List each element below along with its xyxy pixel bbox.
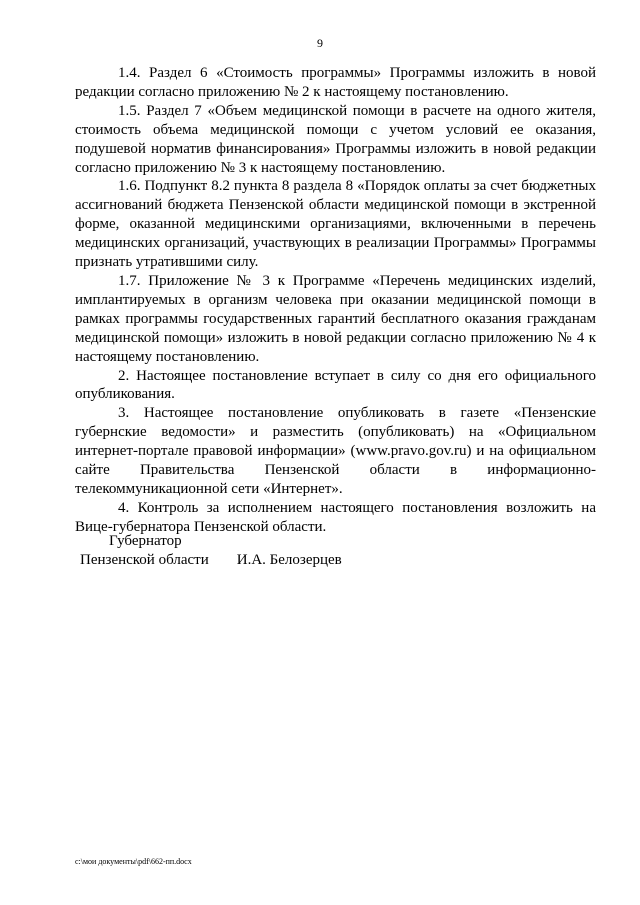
- signatory-title: Губернатор: [109, 533, 182, 549]
- document-body: [75, 64, 596, 537]
- paragraph-2: 2. Настоящее постановление вступает в силу со дня его официального опубликования.: [75, 367, 596, 403]
- footer-file-path: c:\мои документы\pdf\662-пп.docx: [75, 857, 192, 866]
- signatory-region: Пензенской области: [80, 552, 209, 568]
- paragraph-1-4: 1.4. Раздел 6 «Стоимость программы» Программы изложить в новой редакции согласно приложению № 2 к настоящему постановлению.: [75, 65, 596, 100]
- signatory-name: И.А. Белозерцев: [236, 552, 342, 568]
- signature-block: [75, 532, 342, 570]
- paragraph-3: 3. Настоящее постановление опубликовать в газете «Пензенские губернские ведомости» и разместить (опубликовать) на «Официальном интернет-портале правовой информации» (www.pravo.gov.ru) и на официальном сайте Правительства Пензенской области в информационно-телекоммуникационной сети «Интернет».: [75, 405, 596, 497]
- paragraph-1-5: 1.5. Раздел 7 «Объем медицинской помощи в расчете на одного жителя, стоимость объема медицинской помощи с учетом условий ее оказания, подушевой норматив финансирования» Программы изложить в новой редакции согласно приложению № 3 к настоящему постановлению.: [75, 102, 596, 176]
- page-number: 9: [317, 36, 323, 50]
- paragraph-1-7: 1.7. Приложение № 3 к Программе «Перечень медицинских изделий, имплантируемых в организм человека при оказании медицинской помощи в рамках программы государственных гарантий бесплатного оказания гражданам медицинской помощи» изложить в новой редакции согласно приложению № 4 к настоящему постановлению.: [75, 272, 596, 365]
- paragraph-4: 4. Контроль за исполнением настоящего постановления возложить на Вице-губернатора Пензенской области.: [75, 499, 596, 535]
- signatory-row: [75, 551, 342, 570]
- paragraph-1-6: 1.6. Подпункт 8.2 пункта 8 раздела 8 «Порядок оплаты за счет бюджетных ассигнований бюджета Пензенской области медицинской помощи в экстренной форме, оказанной медицинскими организациями, включенными в перечень медицинских организаций, участвующих в реализации Программы» Программы признать утратившими силу.: [75, 178, 596, 271]
